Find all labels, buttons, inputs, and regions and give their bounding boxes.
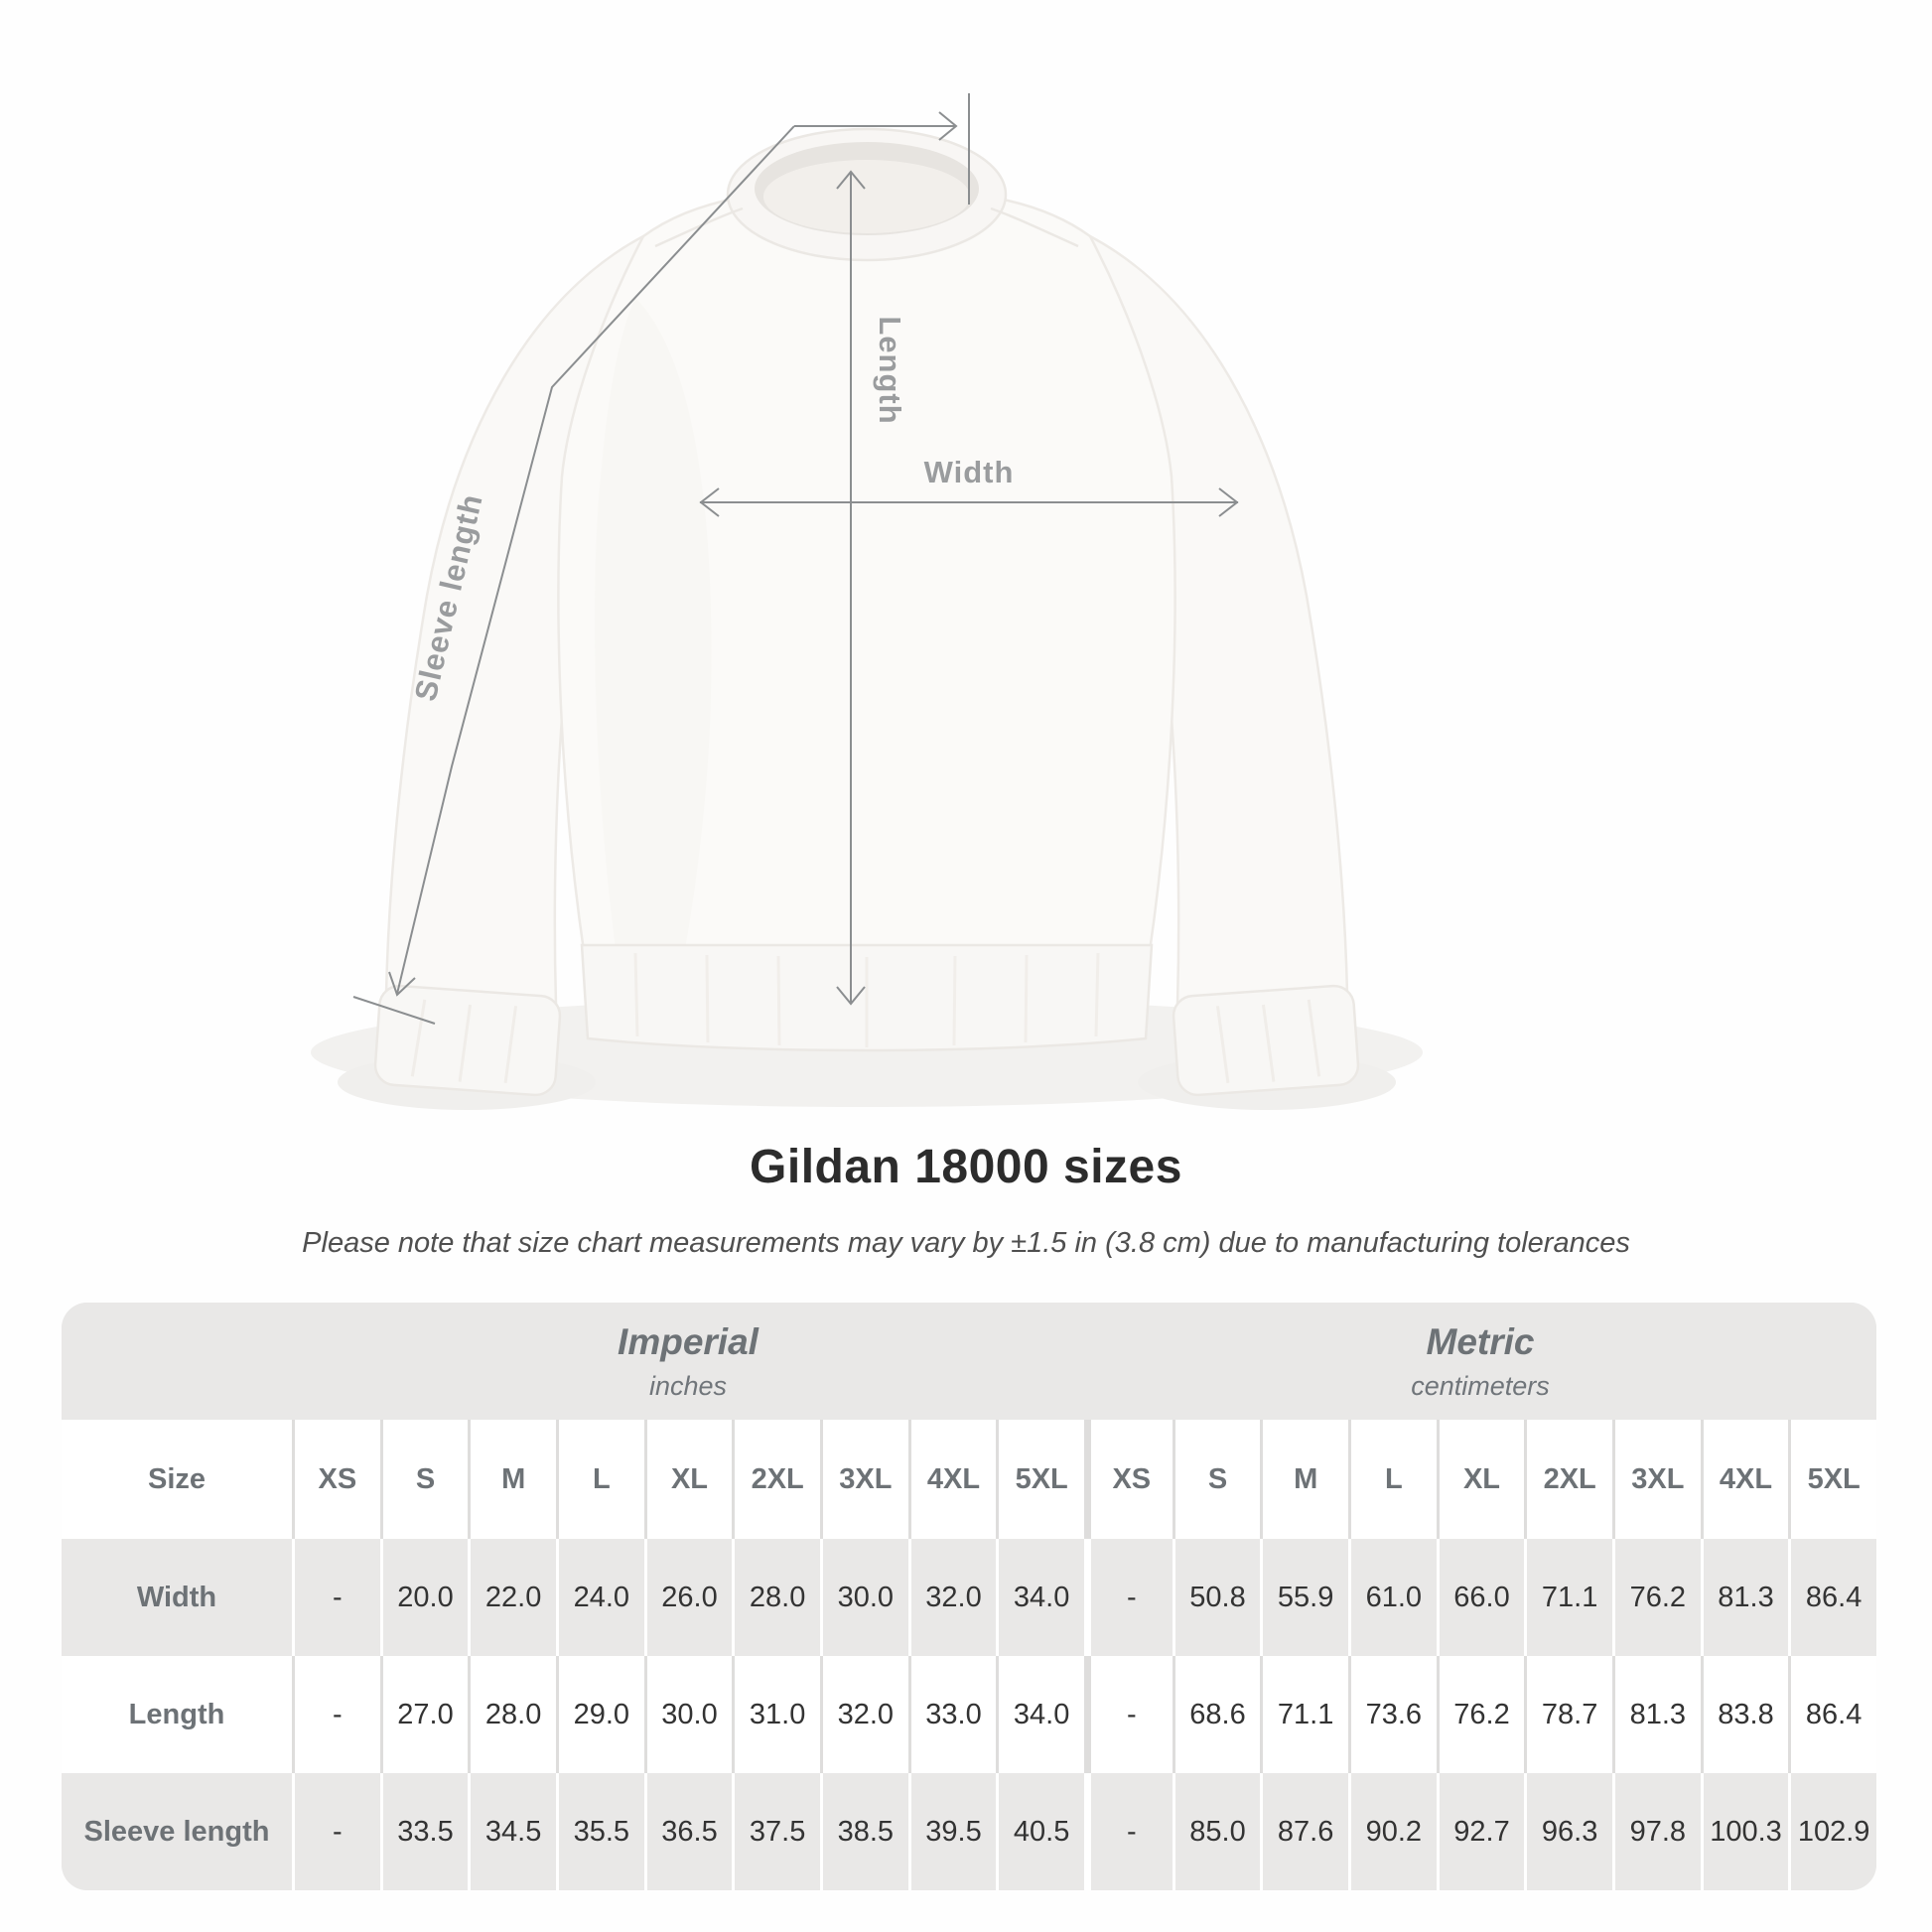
value-imperial-L: 24.0 (556, 1539, 644, 1656)
size-col-imperial-2XL: 2XL (732, 1420, 820, 1539)
value-metric-5XL: 86.4 (1788, 1656, 1876, 1773)
value-imperial-5XL: 34.0 (996, 1539, 1084, 1656)
size-col-imperial-5XL: 5XL (996, 1420, 1084, 1539)
metric-header (1084, 1303, 1876, 1420)
sweatshirt-illustration (311, 129, 1423, 1110)
value-metric-3XL: 81.3 (1612, 1656, 1701, 1773)
table-row-width (62, 1539, 1876, 1656)
waistband (582, 945, 1152, 1050)
value-metric-XL: 76.2 (1437, 1656, 1525, 1773)
table-row-sleeve-length (62, 1773, 1876, 1890)
value-metric-XS: - (1084, 1539, 1173, 1656)
value-metric-L: 73.6 (1348, 1656, 1437, 1773)
value-imperial-L: 29.0 (556, 1656, 644, 1773)
size-header-label: Size (147, 1462, 207, 1495)
size-col-metric-5XL: 5XL (1788, 1420, 1876, 1539)
size-header-row (62, 1420, 1876, 1539)
value-imperial-2XL: 28.0 (732, 1539, 820, 1656)
value-imperial-2XL: 37.5 (732, 1773, 820, 1890)
value-metric-5XL: 102.9 (1788, 1773, 1876, 1890)
value-imperial-S: 20.0 (380, 1539, 469, 1656)
value-imperial-L: 35.5 (556, 1773, 644, 1890)
value-imperial-5XL: 40.5 (996, 1773, 1084, 1890)
metric-label: Metric (1426, 1320, 1535, 1362)
size-col-metric-XL: XL (1437, 1420, 1525, 1539)
unit-header-band (62, 1303, 1876, 1420)
value-metric-4XL: 81.3 (1701, 1539, 1789, 1656)
size-col-metric-2XL: 2XL (1524, 1420, 1612, 1539)
value-imperial-4XL: 33.0 (908, 1656, 997, 1773)
size-col-metric-XS: XS (1084, 1420, 1173, 1539)
imperial-header (292, 1303, 1084, 1420)
cuff-right (1173, 985, 1360, 1096)
value-metric-2XL: 71.1 (1524, 1539, 1612, 1656)
width-label: Width (923, 455, 1015, 489)
value-metric-S: 68.6 (1173, 1656, 1261, 1773)
value-imperial-4XL: 32.0 (908, 1539, 997, 1656)
size-col-imperial-XL: XL (644, 1420, 733, 1539)
value-imperial-XL: 26.0 (644, 1539, 733, 1656)
value-metric-S: 50.8 (1173, 1539, 1261, 1656)
value-metric-XL: 92.7 (1437, 1773, 1525, 1890)
value-imperial-XS: - (292, 1656, 380, 1773)
value-imperial-M: 22.0 (468, 1539, 556, 1656)
value-imperial-M: 34.5 (468, 1773, 556, 1890)
collar (728, 129, 1006, 260)
value-metric-M: 71.1 (1260, 1656, 1348, 1773)
value-metric-4XL: 83.8 (1701, 1656, 1789, 1773)
value-metric-2XL: 78.7 (1524, 1656, 1612, 1773)
size-table (62, 1303, 1876, 1890)
size-col-metric-S: S (1173, 1420, 1261, 1539)
value-metric-XL: 66.0 (1437, 1539, 1525, 1656)
size-col-imperial-3XL: 3XL (820, 1420, 908, 1539)
value-imperial-XS: - (292, 1773, 380, 1890)
cuff-left (374, 985, 562, 1096)
value-imperial-S: 27.0 (380, 1656, 469, 1773)
metric-unit: centimeters (1411, 1370, 1550, 1401)
tolerance-note: Please note that size chart measurements may vary by ±1.5 in (3.8 cm) due to manufacturing tolerances (302, 1227, 1630, 1259)
unit-band-spacer (62, 1303, 292, 1420)
row-label: Sleeve length (83, 1815, 270, 1848)
value-metric-5XL: 86.4 (1788, 1539, 1876, 1656)
value-imperial-XS: - (292, 1539, 380, 1656)
size-col-metric-M: M (1260, 1420, 1348, 1539)
value-imperial-XL: 30.0 (644, 1656, 733, 1773)
value-imperial-2XL: 31.0 (732, 1656, 820, 1773)
value-imperial-5XL: 34.0 (996, 1656, 1084, 1773)
row-label: Length (128, 1698, 225, 1730)
value-metric-XS: - (1084, 1656, 1173, 1773)
size-col-imperial-S: S (380, 1420, 469, 1539)
imperial-unit: inches (648, 1370, 728, 1401)
value-imperial-3XL: 38.5 (820, 1773, 908, 1890)
value-metric-4XL: 100.3 (1701, 1773, 1789, 1890)
value-imperial-3XL: 30.0 (820, 1539, 908, 1656)
size-col-imperial-L: L (556, 1420, 644, 1539)
size-col-imperial-XS: XS (292, 1420, 380, 1539)
value-imperial-4XL: 39.5 (908, 1773, 997, 1890)
size-col-metric-4XL: 4XL (1701, 1420, 1789, 1539)
value-metric-3XL: 97.8 (1612, 1773, 1701, 1890)
size-col-metric-3XL: 3XL (1612, 1420, 1701, 1539)
value-imperial-M: 28.0 (468, 1656, 556, 1773)
sleeve-length-label: Sleeve length (407, 489, 489, 705)
size-col-imperial-4XL: 4XL (908, 1420, 997, 1539)
imperial-label: Imperial (618, 1320, 759, 1362)
value-metric-L: 61.0 (1348, 1539, 1437, 1656)
value-imperial-S: 33.5 (380, 1773, 469, 1890)
value-metric-M: 55.9 (1260, 1539, 1348, 1656)
row-label: Width (136, 1581, 217, 1613)
value-metric-3XL: 76.2 (1612, 1539, 1701, 1656)
value-metric-2XL: 96.3 (1524, 1773, 1612, 1890)
value-metric-L: 90.2 (1348, 1773, 1437, 1890)
size-col-metric-L: L (1348, 1420, 1437, 1539)
size-col-imperial-M: M (468, 1420, 556, 1539)
value-metric-S: 85.0 (1173, 1773, 1261, 1890)
page-title: Gildan 18000 sizes (750, 1141, 1182, 1193)
value-imperial-3XL: 32.0 (820, 1656, 908, 1773)
value-metric-XS: - (1084, 1773, 1173, 1890)
value-imperial-XL: 36.5 (644, 1773, 733, 1890)
value-metric-M: 87.6 (1260, 1773, 1348, 1890)
length-label: Length (873, 316, 907, 425)
table-row-length (62, 1656, 1876, 1773)
